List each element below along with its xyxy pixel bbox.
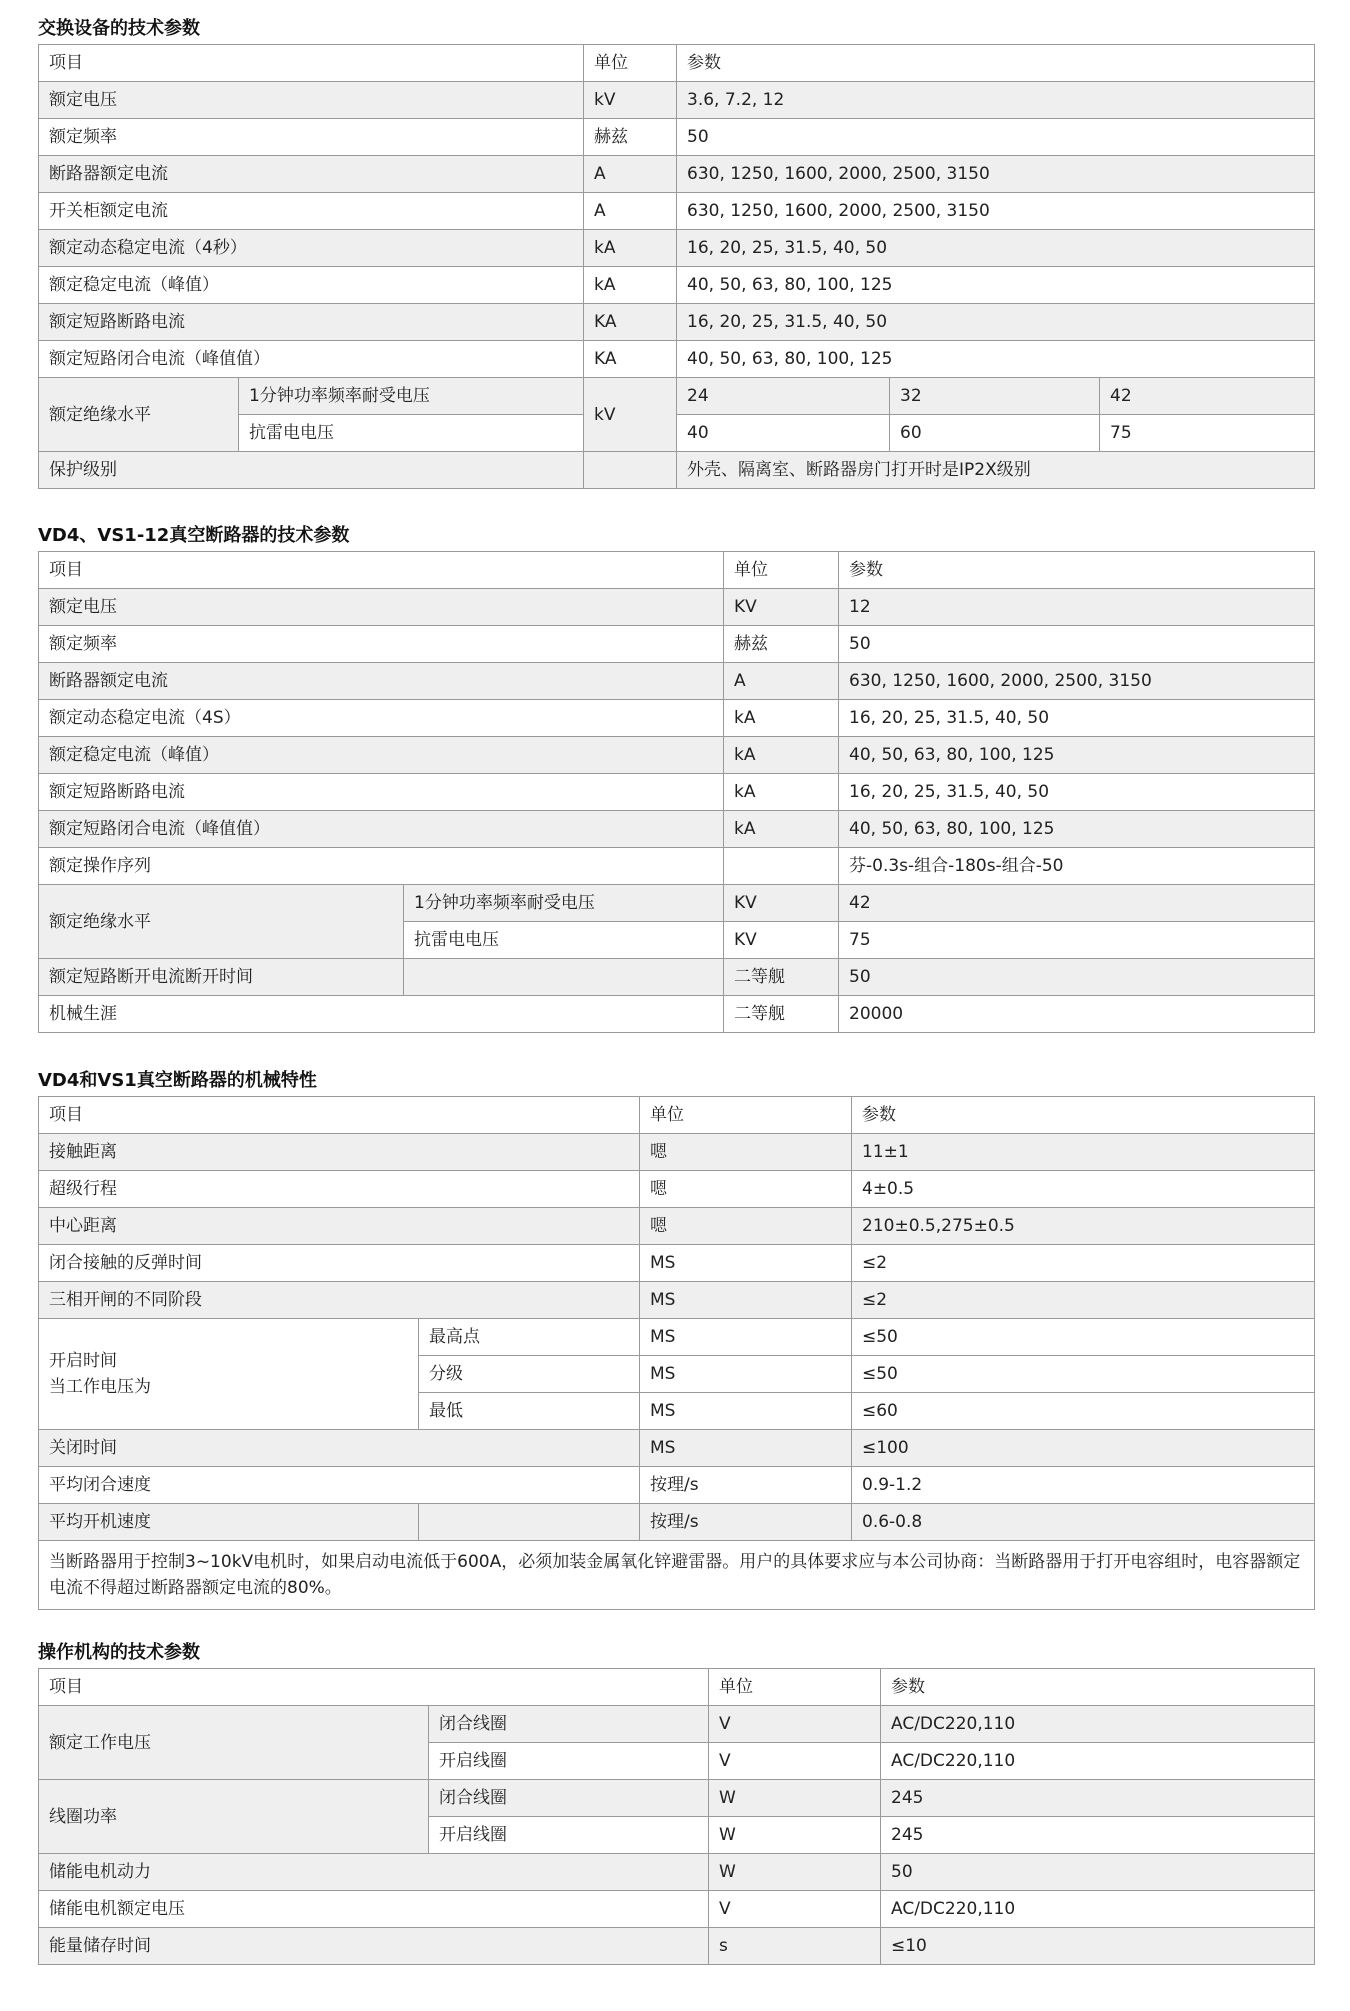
table-row: [39, 1282, 1315, 1319]
value-cell: 24: [677, 378, 890, 415]
sub-label: 闭合线圈: [429, 1706, 709, 1743]
table-row: [39, 304, 1315, 341]
row-value: 外壳、隔离室、断路器房门打开时是IP2X级别: [677, 452, 1315, 489]
row-label: 三相开闸的不同阶段: [39, 1282, 640, 1319]
table-row: [39, 774, 1315, 811]
row-label: 平均开机速度: [39, 1504, 419, 1541]
row-label: 额定稳定电流（峰值）: [39, 737, 724, 774]
table-row: [39, 996, 1315, 1033]
row-label: 额定频率: [39, 119, 584, 156]
row-unit: MS: [640, 1282, 852, 1319]
row-unit: kA: [724, 737, 839, 774]
header-item: 项目: [39, 552, 724, 589]
row-unit: 赫兹: [584, 119, 677, 156]
row-value: 3.6, 7.2, 12: [677, 82, 1315, 119]
row-value: ≤2: [852, 1282, 1315, 1319]
row-value: ≤10: [881, 1928, 1315, 1965]
table-row: [39, 1467, 1315, 1504]
row-unit: V: [709, 1706, 881, 1743]
row-unit: 二等舰: [724, 996, 839, 1033]
table-row: [39, 589, 1315, 626]
row-unit: MS: [640, 1319, 852, 1356]
table-row: [39, 626, 1315, 663]
row-label: 额定短路断路电流: [39, 774, 724, 811]
row-label: 额定电压: [39, 589, 724, 626]
row-label: 中心距离: [39, 1208, 640, 1245]
row-label: 线圈功率: [39, 1780, 429, 1854]
note-text: 当断路器用于控制3~10kV电机时，如果启动电流低于600A，必须加装金属氧化锌避雷器。用户的具体要求应与本公司协商：当断路器用于打开电容组时，电容器额定电流不得超过断路器额定电流的80%。: [39, 1541, 1315, 1610]
row-unit: 嗯: [640, 1171, 852, 1208]
section-title: 交换设备的技术参数: [38, 18, 200, 39]
row-value: 50: [881, 1854, 1315, 1891]
table-row: [39, 452, 1315, 489]
row-value: 630, 1250, 1600, 2000, 2500, 3150: [839, 663, 1315, 700]
row-label: 额定短路断开电流断开时间: [39, 959, 404, 996]
row-value: 16, 20, 25, 31.5, 40, 50: [677, 304, 1315, 341]
row-unit: MS: [640, 1393, 852, 1430]
row-value: 40, 50, 63, 80, 100, 125: [839, 811, 1315, 848]
value-cell: 42: [1100, 378, 1315, 415]
sub-label: 抗雷电电压: [239, 415, 584, 452]
row-unit: MS: [640, 1430, 852, 1467]
open-time-label: 开启时间: [49, 1351, 117, 1371]
row-value: 50: [839, 626, 1315, 663]
row-unit: [584, 452, 677, 489]
table-row: [39, 885, 1315, 922]
row-value: ≤100: [852, 1430, 1315, 1467]
table-header-row: [39, 1097, 1315, 1134]
table-row: [39, 1928, 1315, 1965]
row-label: 额定短路闭合电流（峰值值）: [39, 341, 584, 378]
row-unit: kA: [724, 700, 839, 737]
sub-label: 最高点: [419, 1319, 640, 1356]
row-unit: V: [709, 1743, 881, 1780]
sub-label: 1分钟功率频率耐受电压: [404, 885, 724, 922]
sub-label: 1分钟功率频率耐受电压: [239, 378, 584, 415]
header-item: 项目: [39, 1097, 640, 1134]
table-row: [39, 700, 1315, 737]
table-row: [39, 1854, 1315, 1891]
row-value: 12: [839, 589, 1315, 626]
row-value: 芬-0.3s-组合-180s-组合-50: [839, 848, 1315, 885]
row-unit: kV: [584, 82, 677, 119]
header-unit: 单位: [584, 45, 677, 82]
row-value: 630, 1250, 1600, 2000, 2500, 3150: [677, 156, 1315, 193]
row-label: 额定绝缘水平: [39, 378, 239, 452]
table-row: [39, 230, 1315, 267]
header-item: 项目: [39, 45, 584, 82]
switchgear-spec-table: [38, 44, 1315, 489]
row-value: 11±1: [852, 1134, 1315, 1171]
header-value: 参数: [852, 1097, 1315, 1134]
table-row: [39, 1504, 1315, 1541]
table-row: [39, 267, 1315, 304]
row-label: 额定绝缘水平: [39, 885, 404, 959]
row-value: AC/DC220,110: [881, 1706, 1315, 1743]
row-label: 关闭时间: [39, 1430, 640, 1467]
row-value: 4±0.5: [852, 1171, 1315, 1208]
row-label: 储能电机动力: [39, 1854, 709, 1891]
row-label: 额定短路断路电流: [39, 304, 584, 341]
row-label: 平均闭合速度: [39, 1467, 640, 1504]
section-mechanical: [38, 1070, 1315, 1610]
row-unit: s: [709, 1928, 881, 1965]
row-unit: W: [709, 1780, 881, 1817]
row-value: 16, 20, 25, 31.5, 40, 50: [839, 700, 1315, 737]
section-mechanism: [38, 1642, 1315, 1965]
table-row: [39, 1430, 1315, 1467]
table-row: [39, 156, 1315, 193]
value-cell: 75: [1100, 415, 1315, 452]
row-value: 42: [839, 885, 1315, 922]
row-unit: A: [584, 156, 677, 193]
row-label: 断路器额定电流: [39, 663, 724, 700]
row-label: 额定工作电压: [39, 1706, 429, 1780]
table-header-row: [39, 552, 1315, 589]
row-label: 额定频率: [39, 626, 724, 663]
table-header-row: [39, 1669, 1315, 1706]
row-value: 16, 20, 25, 31.5, 40, 50: [677, 230, 1315, 267]
mechanism-spec-table: [38, 1668, 1315, 1965]
row-value: 40, 50, 63, 80, 100, 125: [677, 267, 1315, 304]
section-switchgear: [38, 18, 1315, 489]
row-unit: KV: [724, 922, 839, 959]
row-value: ≤50: [852, 1356, 1315, 1393]
row-value: ≤60: [852, 1393, 1315, 1430]
row-unit: KA: [584, 304, 677, 341]
mechanical-spec-table: [38, 1096, 1315, 1610]
row-label: 超级行程: [39, 1171, 640, 1208]
row-unit: kA: [724, 811, 839, 848]
sub-label: 抗雷电电压: [404, 922, 724, 959]
table-row: [39, 848, 1315, 885]
note-row: [39, 1541, 1315, 1610]
row-label: 能量储存时间: [39, 1928, 709, 1965]
header-unit: 单位: [709, 1669, 881, 1706]
row-unit: A: [584, 193, 677, 230]
header-value: 参数: [881, 1669, 1315, 1706]
row-value: 75: [839, 922, 1315, 959]
row-unit: 嗯: [640, 1134, 852, 1171]
sub-label: 闭合线圈: [429, 1780, 709, 1817]
sub-label: 开启线圈: [429, 1817, 709, 1854]
row-unit: kA: [724, 774, 839, 811]
row-label: 额定动态稳定电流（4S）: [39, 700, 724, 737]
row-label: 开关柜额定电流: [39, 193, 584, 230]
row-value: 0.9-1.2: [852, 1467, 1315, 1504]
value-cell: 40: [677, 415, 890, 452]
header-value: 参数: [839, 552, 1315, 589]
sub-label: [404, 959, 724, 996]
table-row: [39, 1171, 1315, 1208]
row-value: 40, 50, 63, 80, 100, 125: [677, 341, 1315, 378]
table-row: [39, 341, 1315, 378]
row-unit: 按理/s: [640, 1467, 852, 1504]
row-unit: 二等舰: [724, 959, 839, 996]
row-value: ≤50: [852, 1319, 1315, 1356]
row-unit: KA: [584, 341, 677, 378]
table-row: [39, 1208, 1315, 1245]
sub-label: 分级: [419, 1356, 640, 1393]
table-row: [39, 811, 1315, 848]
row-value: 245: [881, 1780, 1315, 1817]
row-unit: 按理/s: [640, 1504, 852, 1541]
row-unit: kA: [584, 230, 677, 267]
row-value: 16, 20, 25, 31.5, 40, 50: [839, 774, 1315, 811]
row-unit: kV: [584, 378, 677, 452]
table-row: [39, 1780, 1315, 1817]
header-value: 参数: [677, 45, 1315, 82]
table-row: [39, 1319, 1315, 1356]
row-unit: [724, 848, 839, 885]
row-value: 20000: [839, 996, 1315, 1033]
row-label: 额定短路闭合电流（峰值值）: [39, 811, 724, 848]
section-title: VD4、VS1-12真空断路器的技术参数: [38, 525, 350, 546]
table-row: [39, 1134, 1315, 1171]
row-label: 机械生涯: [39, 996, 724, 1033]
row-value: 210±0.5,275±0.5: [852, 1208, 1315, 1245]
row-unit: MS: [640, 1245, 852, 1282]
row-value: 50: [839, 959, 1315, 996]
row-unit: W: [709, 1854, 881, 1891]
row-value: 245: [881, 1817, 1315, 1854]
row-label: 额定稳定电流（峰值）: [39, 267, 584, 304]
row-label: 储能电机额定电压: [39, 1891, 709, 1928]
row-label: [39, 1319, 419, 1430]
row-unit: kA: [584, 267, 677, 304]
row-value: ≤2: [852, 1245, 1315, 1282]
section-title: VD4和VS1真空断路器的机械特性: [38, 1070, 317, 1091]
row-label: 额定操作序列: [39, 848, 724, 885]
section-title: 操作机构的技术参数: [38, 1642, 200, 1663]
row-value: 630, 1250, 1600, 2000, 2500, 3150: [677, 193, 1315, 230]
table-row: [39, 119, 1315, 156]
section-breaker: [38, 525, 1315, 1033]
row-label: 闭合接触的反弹时间: [39, 1245, 640, 1282]
row-unit: MS: [640, 1356, 852, 1393]
table-row: [39, 663, 1315, 700]
row-unit: KV: [724, 589, 839, 626]
sub-label: [419, 1504, 640, 1541]
row-value: AC/DC220,110: [881, 1743, 1315, 1780]
open-time-condition: 当工作电压为: [49, 1377, 151, 1397]
table-row: [39, 378, 1315, 415]
table-row: [39, 193, 1315, 230]
table-row: [39, 1245, 1315, 1282]
row-label: 断路器额定电流: [39, 156, 584, 193]
row-value: 0.6-0.8: [852, 1504, 1315, 1541]
sub-label: 开启线圈: [429, 1743, 709, 1780]
value-cell: 32: [890, 378, 1100, 415]
row-unit: 嗯: [640, 1208, 852, 1245]
sub-label: 最低: [419, 1393, 640, 1430]
table-row: [39, 82, 1315, 119]
row-label: 接触距离: [39, 1134, 640, 1171]
row-value: 50: [677, 119, 1315, 156]
breaker-spec-table: [38, 551, 1315, 1033]
row-value: AC/DC220,110: [881, 1891, 1315, 1928]
row-value: 40, 50, 63, 80, 100, 125: [839, 737, 1315, 774]
table-row: [39, 959, 1315, 996]
row-label: 保护级别: [39, 452, 584, 489]
table-header-row: [39, 45, 1315, 82]
table-row: [39, 737, 1315, 774]
table-row: [39, 1706, 1315, 1743]
value-cell: 60: [890, 415, 1100, 452]
row-label: 额定电压: [39, 82, 584, 119]
row-unit: A: [724, 663, 839, 700]
row-unit: KV: [724, 885, 839, 922]
header-unit: 单位: [724, 552, 839, 589]
row-unit: 赫兹: [724, 626, 839, 663]
row-unit: V: [709, 1891, 881, 1928]
header-unit: 单位: [640, 1097, 852, 1134]
row-unit: W: [709, 1817, 881, 1854]
table-row: [39, 1891, 1315, 1928]
row-label: 额定动态稳定电流（4秒）: [39, 230, 584, 267]
header-item: 项目: [39, 1669, 709, 1706]
